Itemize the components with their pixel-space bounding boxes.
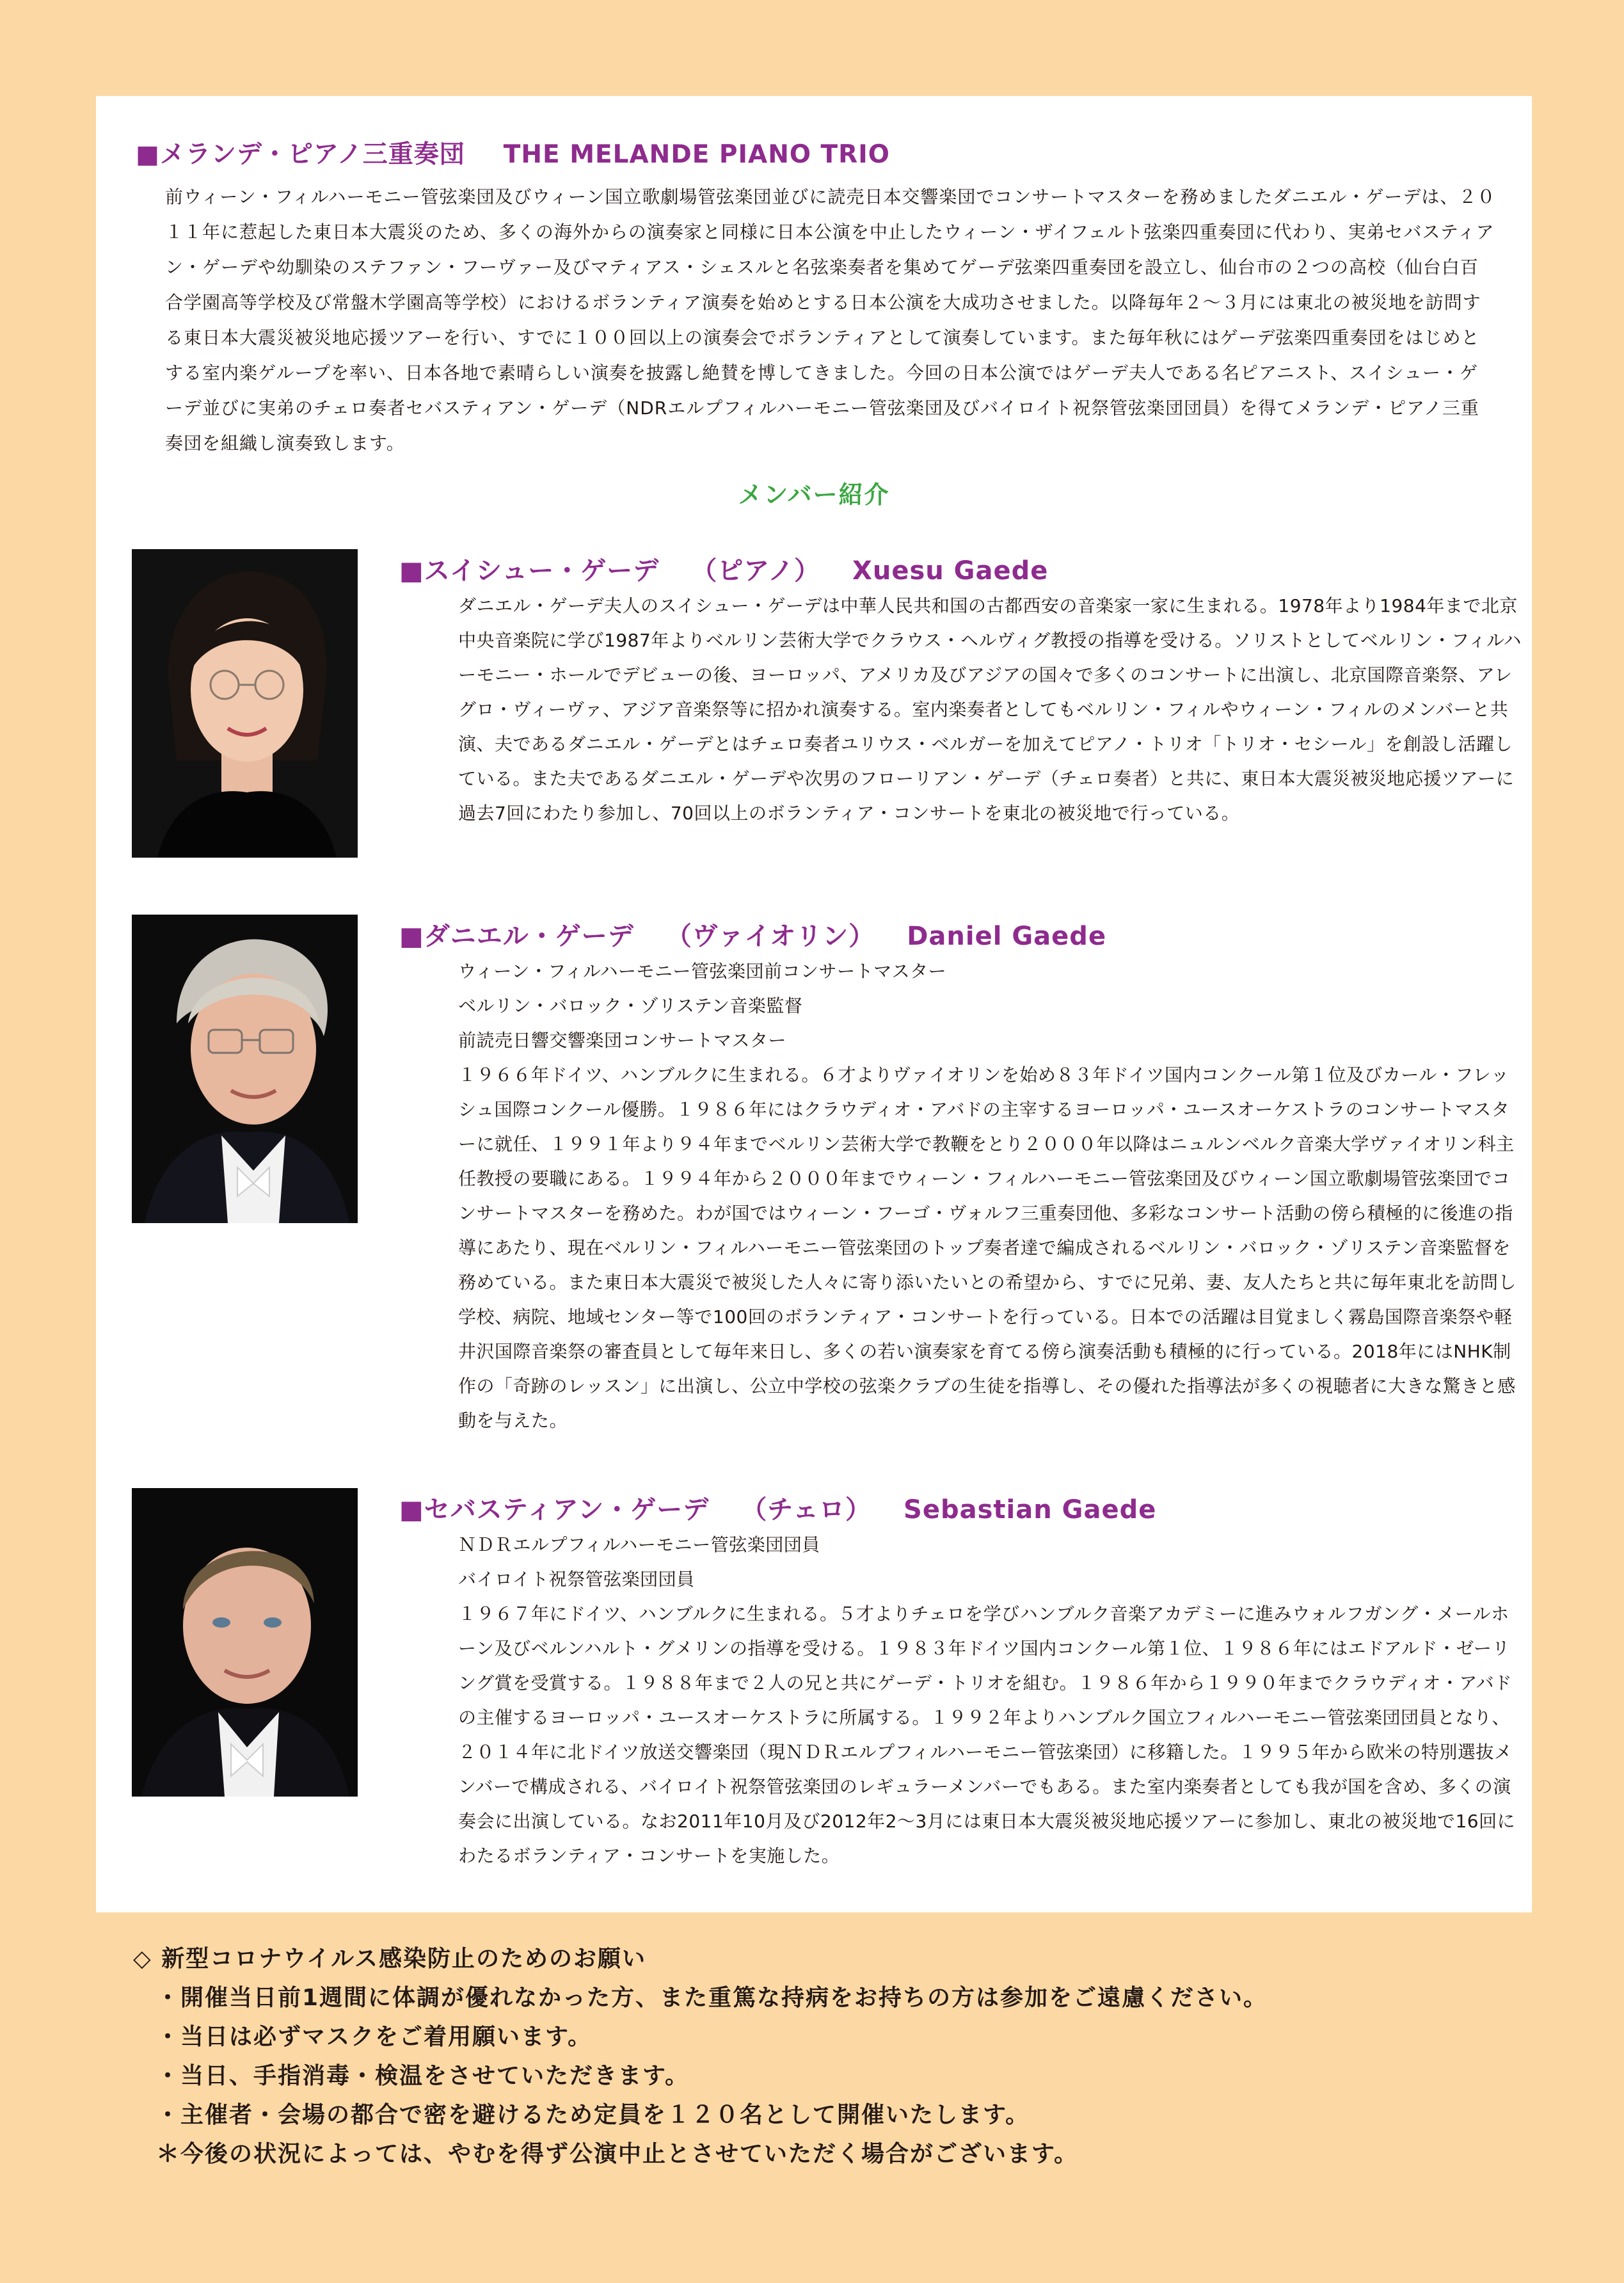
notice-item: ＊今後の状況によっては、やむを得ず公演中止とさせていただく場合がございます。 <box>156 2141 1079 2167</box>
member-title <box>399 550 1048 587</box>
members-heading: メンバー紹介 <box>738 481 890 509</box>
member-credit: 前読売日響交響楽団コンサートマスター <box>458 1030 787 1051</box>
member-instrument: （ヴァイオリン） <box>665 922 875 951</box>
member-bio-block <box>458 1528 1527 1873</box>
notice-heading: ◇ 新型コロナウイルス感染防止のためのお願い <box>133 1946 647 1972</box>
member-name-en: Sebastian Gaede <box>904 1495 1157 1525</box>
portrait-photo-sebastian <box>132 1488 358 1797</box>
member-bio-block <box>458 589 1527 831</box>
covid-notice <box>133 1939 1541 2174</box>
member-bio: １９６６年ドイツ、ハンブルクに生まれる。６才よりヴァイオリンを始め８３年ドイツ国内コンクール第１位及びカール・フレッシュ国際コンクール優勝。１９８６年にはクラウディオ・アバドの主宰するヨーロッパ・ユースオーケストラのコンサートマスターに就任、１９９１年より９４年までベルリン芸術大学で教鞭をとり２０００年以降はニュルンベルク音楽大学ヴァイオリン科主任教授の要職にある。１９９４年から２０００年までウィーン・フィルハーモニー管弦楽団及びウィーン国立歌劇場管弦楽団でコンサートマスターを務めた。わが国ではウィーン・フーゴ・ヴォルフ三重奏団他、多彩なコンサート活動の傍ら積極的に後進の指導にあたり、現在ベルリン・フィルハーモニー管弦楽団のトップ奏者達で編成されるベルリン・バロック・ゾリステン音楽監督を務めている。また東日本大震災で被災した人々に寄り添いたいとの希望から、すでに兄弟、妻、友人たちと共に毎年東北を訪問し学校、病院、地域センター等で100回のボランティア・コンサートを行っている。日本での活躍は目覚ましく霧島国際音楽祭や軽井沢国際音楽祭の審査員として毎年来日し、多くの若い演奏家を育てる傍ら演奏活動も積極的に行っている。2018年にはNHK制作の「奇跡のレッスン」に出演し、公立中学校の弦楽クラブの生徒を指導し、その優れた指導法が多くの視聴者に大きな驚きと感動を与えた。 <box>458 1064 1517 1431</box>
member-credit: ベルリン・バロック・ゾリステン音楽監督 <box>458 995 803 1016</box>
member-credit: ウィーン・フィルハーモニー管弦楽団前コンサートマスター <box>458 961 947 982</box>
notice-item: ・当日、手指消毒・検温をさせていただきます。 <box>156 2063 690 2089</box>
portrait-xuesu-image <box>132 549 358 858</box>
notice-item: ・当日は必ずマスクをご着用願います。 <box>156 2024 593 2050</box>
member-instrument: （ピアノ） <box>691 556 821 586</box>
portrait-photo-xuesu <box>132 549 358 858</box>
portrait-daniel-image <box>132 915 358 1223</box>
portrait-photo-daniel <box>132 915 358 1223</box>
member-credit: ＮＤＲエルプフィルハーモニー管弦楽団団員 <box>458 1534 820 1555</box>
notice-item: ・主催者・会場の都合で密を避けるため定員を１２０名として開催いたします。 <box>156 2102 1030 2128</box>
trio-title-ja: ■メランデ・ピアノ三重奏団 <box>136 140 465 169</box>
trio-description: 前ウィーン・フィルハーモニー管弦楽団及びウィーン国立歌劇場管弦楽団並びに読売日本交響楽団でコンサートマスターを務めましたダニエル・ゲーデは、２０１１年に惹起した東日本大震災のため、多くの海外からの演奏家と同様に日本公演を中止したウィーン・ザイフェルト弦楽四重奏団に代わり、実弟セバスティアン・ゲーデや幼馴染のステファン・フーヴァー及びマティアス・シェスルと名弦楽奏者を集めてゲーデ弦楽四重奏団を設立し、仙台市の２つの高校（仙台白百合学園高等学校及び常盤木学園高等学校）におけるボランティア演奏を始めとする日本公演を大成功させました。以降毎年２～３月には東北の被災地を訪問する東日本大震災被災地応援ツアーを行い、すでに１００回以上の演奏会でボランティアとして演奏しています。また毎年秋にはゲーデ弦楽四重奏団をはじめとする室内楽ゲループを率い、日本各地で素晴らしい演奏を披露し絶賛を博してきました。今回の日本公演ではゲーデ夫人である名ピアニスト、スイシュー・ゲーデ並びに実弟のチェロ奏者セバスティアン・ゲーデ（NDRエルプフィルハーモニー管弦楽団及びバイロイト祝祭管弦楽団団員）を得てメランデ・ピアノ三重奏団を組織し演奏致します。 <box>165 186 1496 454</box>
member-instrument: （チェロ） <box>741 1495 872 1525</box>
trio-title <box>136 134 890 170</box>
member-bio-block <box>458 954 1527 1438</box>
member-name-ja: ■スイシュー・ゲーデ <box>399 556 660 586</box>
member-name-en: Xuesu Gaede <box>852 556 1049 586</box>
content-panel <box>96 96 1532 1912</box>
member-bio: ダニエル・ゲーデ夫人のスイシュー・ゲーデは中華人民共和国の古都西安の音楽家一家に生まれる。1978年より1984年まで北京中央音楽院に学び1987年よりベルリン芸術大学でクラウス・ヘルヴィグ教授の指導を受ける。ソリストとしてベルリン・フィルハーモニー・ホールでデビューの後、ヨーロッパ、アメリカ及びアジアの国々で多くのコンサートに出演し、北京国際音楽祭、アレグロ・ヴィーヴァ、アジア音楽祭等に招かれ演奏する。室内楽奏者としてもベルリン・フィルやウィーン・フィルのメンバーと共演、夫であるダニエル・ゲーデとはチェロ奏者ユリウス・ベルガーを加えてピアノ・トリオ「トリオ・セシール」を創設し活躍している。また夫であるダニエル・ゲーデや次男のフローリアン・ゲーデ（チェロ奏者）と共に、東日本大震災被災地応援ツアーに過去7回にわたり参加し、70回以上のボランティア・コンサートを東北の被災地で行っている。 <box>458 595 1522 824</box>
member-bio: １９６７年にドイツ、ハンブルクに生まれる。５才よりチェロを学びハンブルク音楽アカデミーに進みウォルフガング・メールホーン及びベルンハルト・グメリンの指導を受ける。１９８３年ドイツ国内コンクール第１位、１９８６年にはエドアルド・ゼーリング賞を受賞する。１９８８年まで２人の兄と共にゲーデ・トリオを組む。１９８６年から１９９０年までクラウディオ・アバドの主催するヨーロッパ・ユースオーケストラに所属する。１９９２年よりハンブルク国立フィルハーモニー管弦楽団団員となり、２０１４年に北ドイツ放送交響楽団（現ＮＤＲエルプフィルハーモニー管弦楽団）に移籍した。１９９５年から欧米の特別選抜メンバーで構成される、バイロイト祝祭管弦楽団のレギュラーメンバーでもある。また室内楽奏者としても我が国を含め、多くの演奏会に出演している。なお2011年10月及び2012年2～3月には東日本大震災被災地応援ツアーに参加し、東北の被災地で16回にわたるボランティア・コンサートを実施した。 <box>458 1603 1516 1866</box>
member-title <box>399 916 1106 952</box>
member-name-ja: ■ダニエル・ゲーデ <box>399 922 634 951</box>
member-credit: バイロイト祝祭管弦楽団団員 <box>458 1569 695 1590</box>
trio-title-en: THE MELANDE PIANO TRIO <box>503 140 890 169</box>
portrait-sebastian-image <box>132 1488 358 1797</box>
member-name-en: Daniel Gaede <box>907 922 1107 951</box>
notice-item: ・開催当日前1週間に体調が優れなかった方、また重篤な持病をお持ちの方は参加をご遠慮ください。 <box>156 1985 1268 2011</box>
member-title <box>399 1489 1156 1526</box>
member-name-ja: ■セバスティアン・ゲーデ <box>399 1495 710 1525</box>
